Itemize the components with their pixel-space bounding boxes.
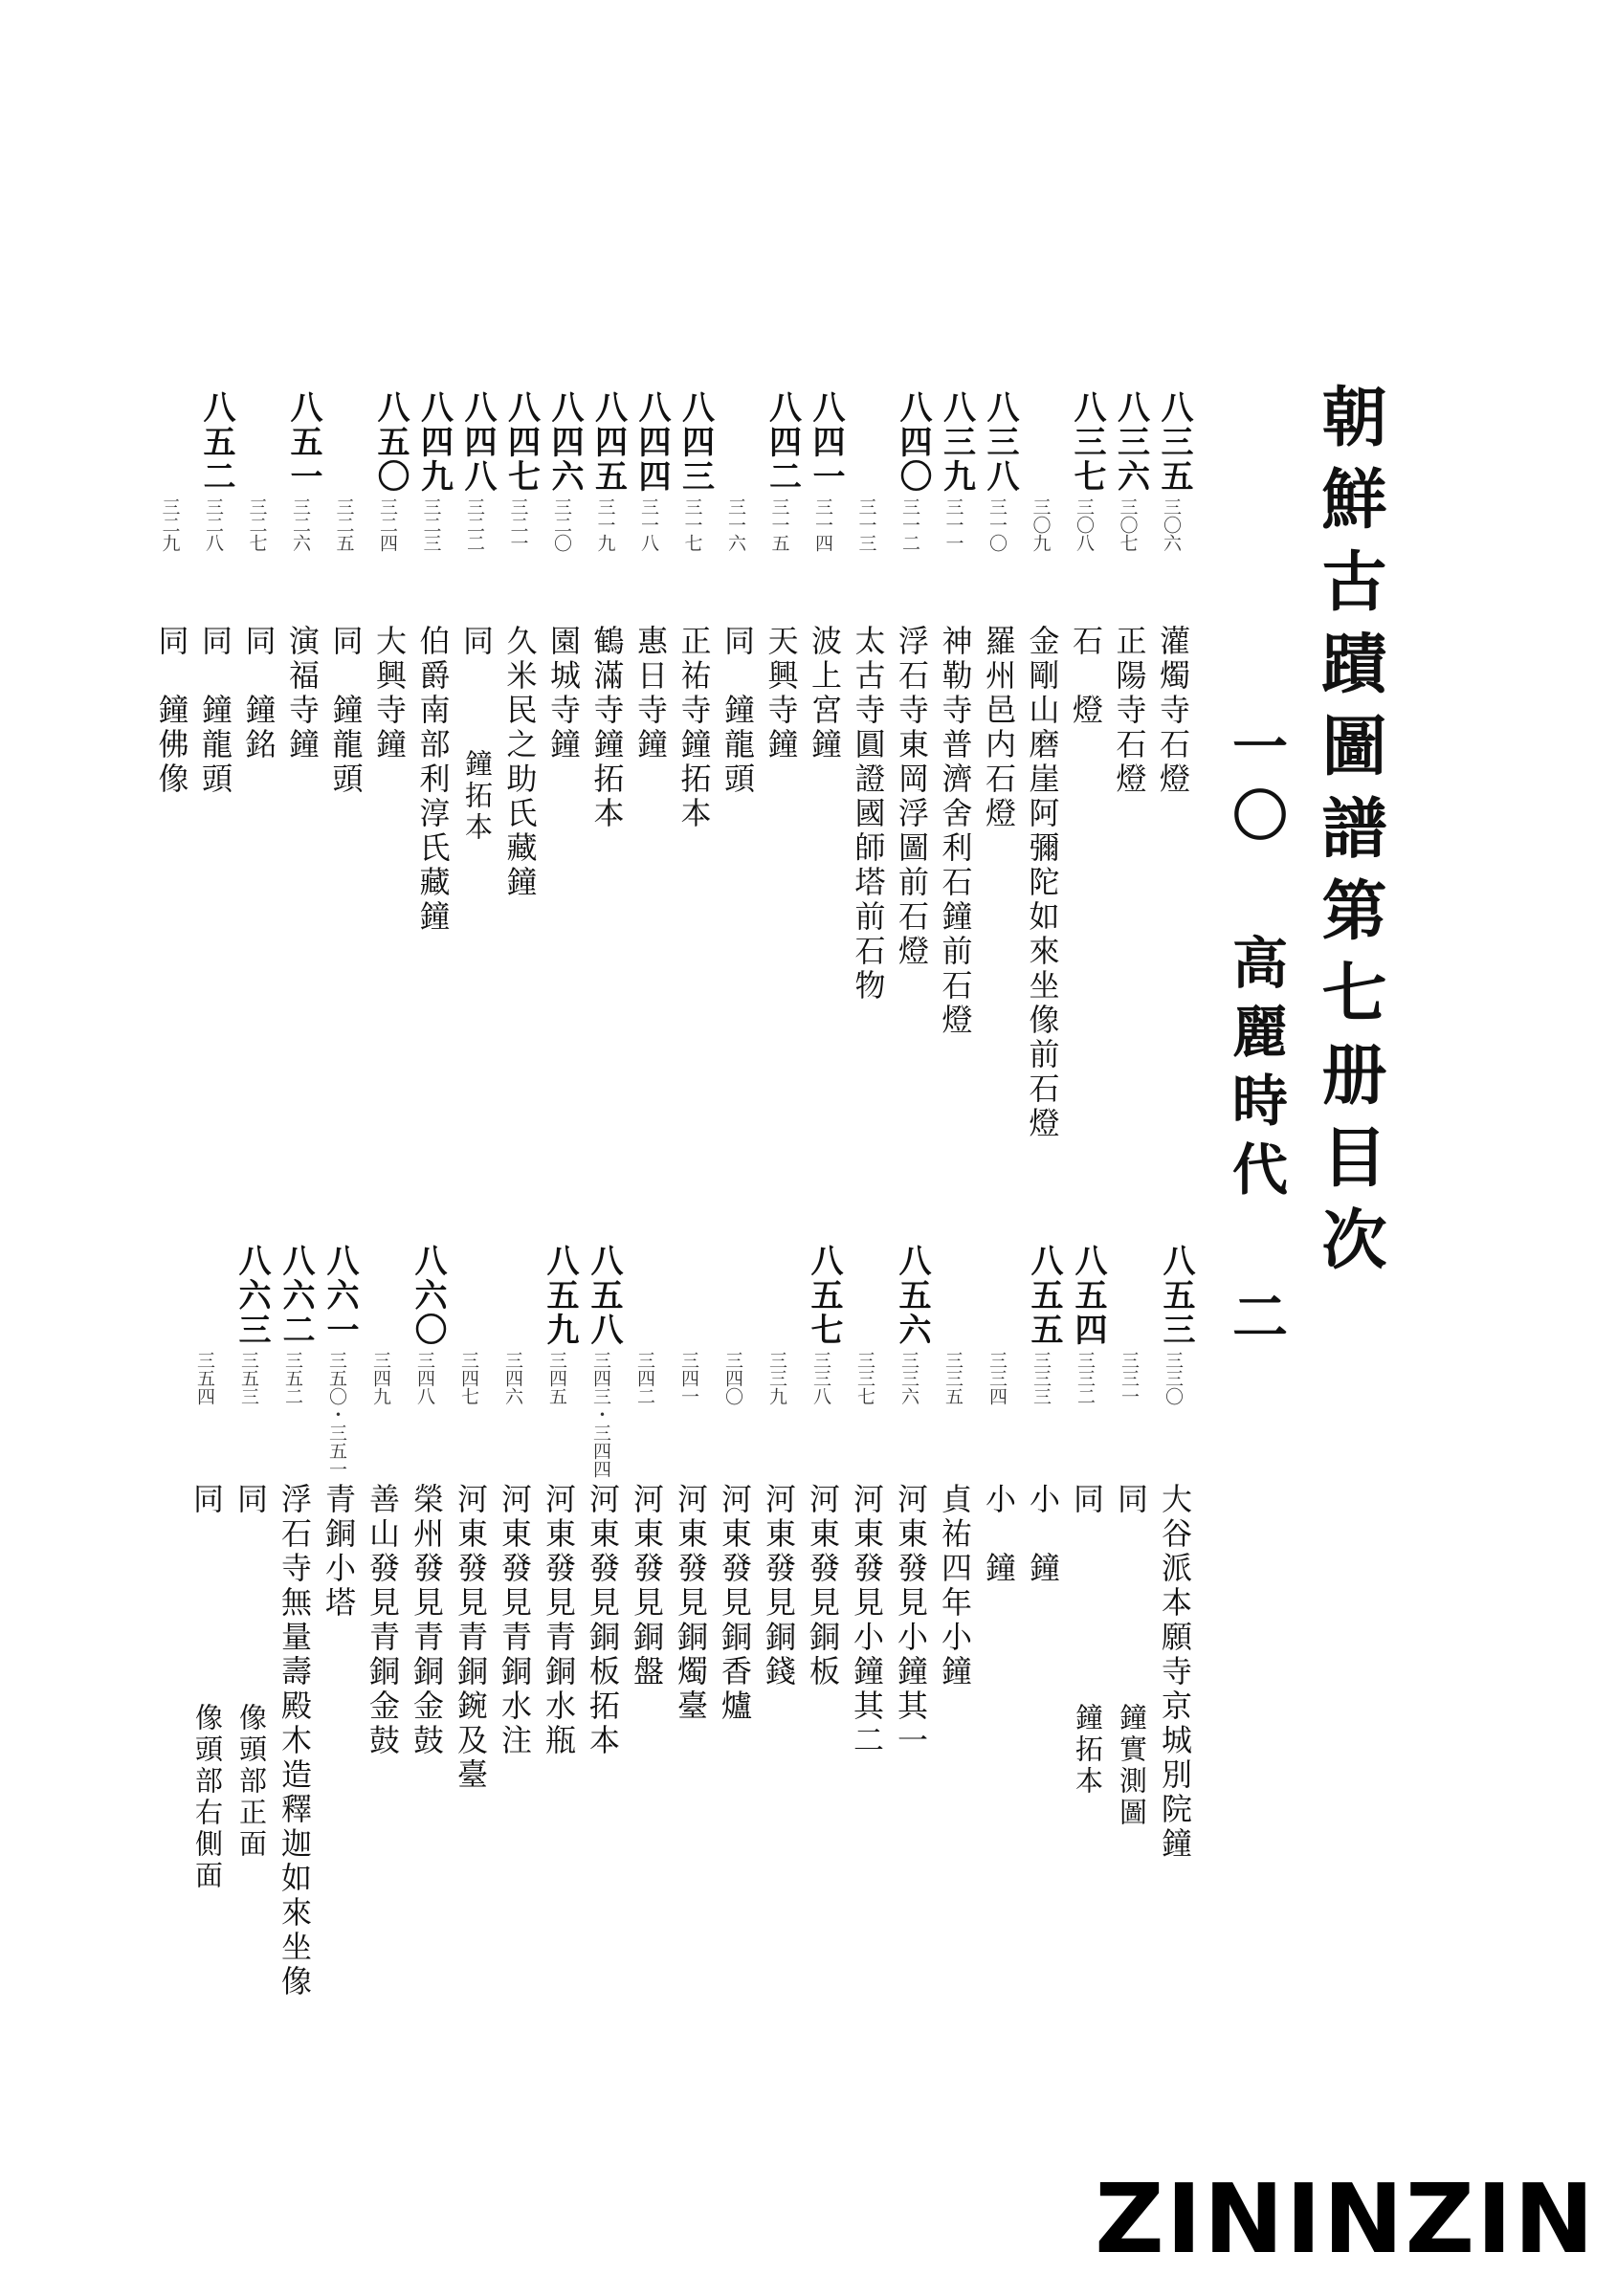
entry-title: 河東發見銅盤 [629,1483,665,1689]
entry-title: 河東發見青銅水注 [497,1483,533,1758]
entry-title: 同 [458,625,495,659]
entry-page: 三一五 [768,497,790,552]
entry-number: 八五四 [1069,1244,1107,1347]
entry-title: 同 鐘佛像 [153,625,190,797]
document-title: 朝鮮古蹟圖譜第七册目次 [1311,383,1387,1288]
entry-page: 三一七 [681,497,703,552]
toc-entry [537,1244,579,2086]
entry-page: 三四九 [370,1351,391,1405]
entry-title: 大谷派本願寺京城別院鐘 [1157,1483,1193,1862]
toc-entry [1021,390,1063,1141]
watermark-logo: ZININZIN [1095,2163,1596,2275]
entry-number: 八四七 [501,390,541,494]
section-subtitle: 一〇 高麗時代 二 [1223,718,1288,1357]
entry-number: 八五七 [805,1244,843,1347]
entry-number: 八六二 [277,1244,315,1347]
entry-number: 八五二 [197,390,235,494]
entry-page: 三五三 [238,1351,259,1405]
toc-entry [237,390,279,1041]
toc-entry [845,1244,887,2086]
entry-page: 三三一 [1119,1351,1140,1405]
entry-page: 三五二 [282,1351,303,1405]
entry-title: 河東發見銅錢 [761,1483,797,1689]
toc-entry [629,390,671,1041]
entry-number: 八四六 [545,390,584,494]
toc-entry [581,1244,623,2086]
toc-entry [847,390,889,1041]
entry-title: 天興寺鐘 [763,625,800,762]
entry-subtitle: 像頭部右側面 [191,1703,224,1892]
entry-page: 三一八 [638,497,659,552]
entry-page: 三三〇 [1163,1351,1184,1405]
toc-entry [1109,1244,1151,2086]
toc-entry [367,390,410,1041]
entry-number: 八五六 [893,1244,931,1347]
entry-title: 河東發見銅燭臺 [673,1483,709,1724]
toc-entry [411,390,454,1041]
toc-entry [542,390,584,1041]
entry-page: 三四一 [678,1351,699,1405]
entry-page: 三五四 [194,1351,215,1405]
entry-title: 同 鐘龍頭 [197,625,233,797]
entry-title: 波上宮鐘 [807,625,843,762]
entry-page: 三四五 [546,1351,567,1405]
entry-page: 三二七 [246,497,268,552]
toc-entry [229,1244,271,2086]
entry-title: 浮石寺無量壽殿木造釋迦如來坐像 [277,1483,313,1999]
entry-title: 演福寺鐘 [284,625,321,762]
entry-number: 八四二 [763,390,802,494]
toc-entry [185,1244,227,2086]
entry-number: 八三五 [1155,390,1193,494]
entry-title: 青銅小塔 [321,1483,357,1621]
entry-title: 同 鐘銘 [240,625,277,762]
entry-page: 三四二 [634,1351,655,1405]
entry-page: 三三二 [1074,1351,1096,1405]
entry-page: 三一二 [899,497,920,552]
entry-page: 三三五 [942,1351,964,1405]
entry-page: 三一三 [855,497,877,552]
entry-page: 三四〇 [722,1351,743,1405]
entry-title: 貞祐四年小鐘 [937,1483,973,1689]
entry-page: 三四三・三四四 [590,1351,611,1478]
entry-number: 八四三 [676,390,715,494]
toc-entry [977,1244,1019,2086]
toc-entry [493,1244,535,2086]
entry-page: 三三六 [898,1351,919,1405]
entry-number: 八六三 [233,1244,271,1347]
entry-title: 正祐寺鐘拓本 [676,625,713,831]
entry-number: 八四〇 [894,390,932,494]
toc-entry [193,390,235,1041]
entry-title: 太古寺圓證國師塔前石物 [850,625,887,1004]
entry-page: 三三三 [1030,1351,1052,1405]
entry-page: 三二六 [290,497,311,552]
entry-number: 八六〇 [409,1244,447,1347]
entry-title: 同 鐘龍頭 [720,625,756,797]
entry-page: 三二八 [203,497,224,552]
toc-entry [317,1244,359,2086]
toc-entry [713,1244,755,2086]
entry-number: 八四五 [588,390,628,494]
entry-number: 八四八 [458,390,497,494]
entry-title: 小 鐘 [981,1483,1017,1586]
entry-number: 八三七 [1068,390,1106,494]
entry-title: 伯爵南部利淳氏藏鐘 [414,625,452,935]
entry-page: 三五〇・三五一 [326,1351,347,1478]
entry-page: 三二一 [507,497,529,552]
entry-title: 大興寺鐘 [371,625,408,762]
toc-entry [150,390,192,1041]
toc-entry [933,1244,975,2086]
toc-entry [934,390,976,1041]
entry-title: 河東發見銅香爐 [717,1483,753,1724]
toc-entry [1151,390,1193,1041]
entry-number: 八三九 [937,390,976,494]
entry-page: 三一一 [942,497,964,552]
toc-entry [1153,1244,1195,2086]
entry-title: 灌燭寺石燈 [1155,625,1191,797]
entry-title: 善山發見青銅金鼓 [365,1483,401,1758]
entry-title: 正陽寺石燈 [1111,625,1148,797]
toc-entry [977,390,1019,1041]
entry-title: 河東發見小鐘其一 [893,1483,929,1758]
entry-page: 三四六 [502,1351,523,1405]
entry-page: 三四七 [458,1351,479,1405]
entry-subtitle: 鐘拓本 [461,749,494,844]
entry-number: 八五五 [1025,1244,1063,1347]
toc-entry [449,1244,491,2086]
entry-page: 三〇七 [1117,497,1139,552]
entry-page: 三〇九 [1030,497,1052,552]
toc-entry [405,1244,447,2086]
toc-entry [625,1244,667,2086]
toc-entry [1108,390,1150,1041]
entry-title: 榮州發見青銅金鼓 [409,1483,445,1758]
entry-title: 園城寺鐘 [545,625,582,762]
toc-entry [324,390,366,1041]
entry-number: 八四四 [632,390,671,494]
entry-title: 同 鐘龍頭 [327,625,365,797]
entry-title: 金剛山磨崖阿彌陀如來坐像前石燈 [1024,625,1061,1141]
entry-title: 浮石寺東岡浮圖前石燈 [894,625,930,969]
toc-entry [586,390,628,1041]
entry-number: 八三六 [1111,390,1150,494]
entry-page: 三二二 [464,497,485,552]
entry-title: 河東發見銅板 [805,1483,841,1689]
entry-title: 同 [233,1483,269,1517]
entry-page: 三四八 [414,1351,435,1405]
entry-title: 小 鐘 [1025,1483,1061,1586]
entry-number: 八五一 [284,390,322,494]
toc-entry [757,1244,799,2086]
toc-entry [1065,1244,1107,2086]
entry-page: 三三九 [766,1351,787,1405]
entry-number: 八三八 [981,390,1019,494]
entry-page: 三二〇 [551,497,572,552]
toc-entry [669,1244,711,2086]
entry-page: 三三八 [810,1351,831,1405]
entry-page: 三二九 [159,497,181,552]
entry-subtitle: 鐘拓本 [1072,1703,1104,1798]
entry-title: 羅州邑内石燈 [981,625,1017,831]
entry-title: 同 [1069,1483,1105,1517]
entry-page: 三一〇 [986,497,1008,552]
toc-entry [716,390,758,1041]
toc-entry [803,390,845,1041]
entry-number: 八四九 [414,390,454,494]
entry-title: 久米民之助氏藏鐘 [501,625,539,900]
entry-title: 河東發見青銅水瓶 [541,1483,577,1758]
toc-entry [889,1244,931,2086]
entry-number: 八四一 [807,390,845,494]
toc-entry [361,1244,403,2086]
entry-title: 鶴滿寺鐘拓本 [588,625,626,831]
toc-entry [1064,390,1106,1041]
entry-title: 同 [1113,1483,1149,1517]
entry-page: 三一六 [725,497,746,552]
entry-title: 神勒寺普濟舍利石鐘前石燈 [937,625,974,1038]
entry-subtitle: 鐘實測圖 [1116,1703,1148,1829]
toc-entry [801,1244,843,2086]
toc-entry [280,390,322,1041]
entry-number: 八六一 [321,1244,359,1347]
entry-page: 三三四 [986,1351,1008,1405]
toc-entry [890,390,932,1041]
entry-page: 三〇八 [1074,497,1095,552]
entry-page: 三一四 [812,497,833,552]
entry-number: 八五〇 [371,390,410,494]
entry-title: 石 燈 [1068,625,1104,728]
entry-page: 三二四 [377,497,398,552]
toc-entry [760,390,802,1041]
entry-title: 同 [188,1483,225,1517]
entry-number: 八五三 [1157,1244,1195,1347]
entry-page: 三一九 [594,497,616,552]
entry-title: 河東發見小鐘其二 [849,1483,885,1758]
entry-title: 河東發見青銅鋺及臺 [453,1483,489,1793]
entry-number: 八五八 [585,1244,623,1347]
entry-page: 三〇六 [1161,497,1182,552]
toc-entry [273,1244,315,2086]
toc-entry [673,390,715,1041]
entry-number: 八五九 [541,1244,579,1347]
toc-entry [498,390,541,1041]
entry-page: 三二五 [333,497,355,552]
entry-page: 三三七 [854,1351,875,1405]
entry-title: 惠日寺鐘 [632,625,669,762]
toc-entry [454,390,497,1041]
entry-page: 三二三 [420,497,442,552]
toc-entry [1021,1244,1063,2086]
entry-subtitle: 像頭部正面 [235,1703,268,1861]
entry-title: 河東發見銅板拓本 [585,1483,621,1758]
